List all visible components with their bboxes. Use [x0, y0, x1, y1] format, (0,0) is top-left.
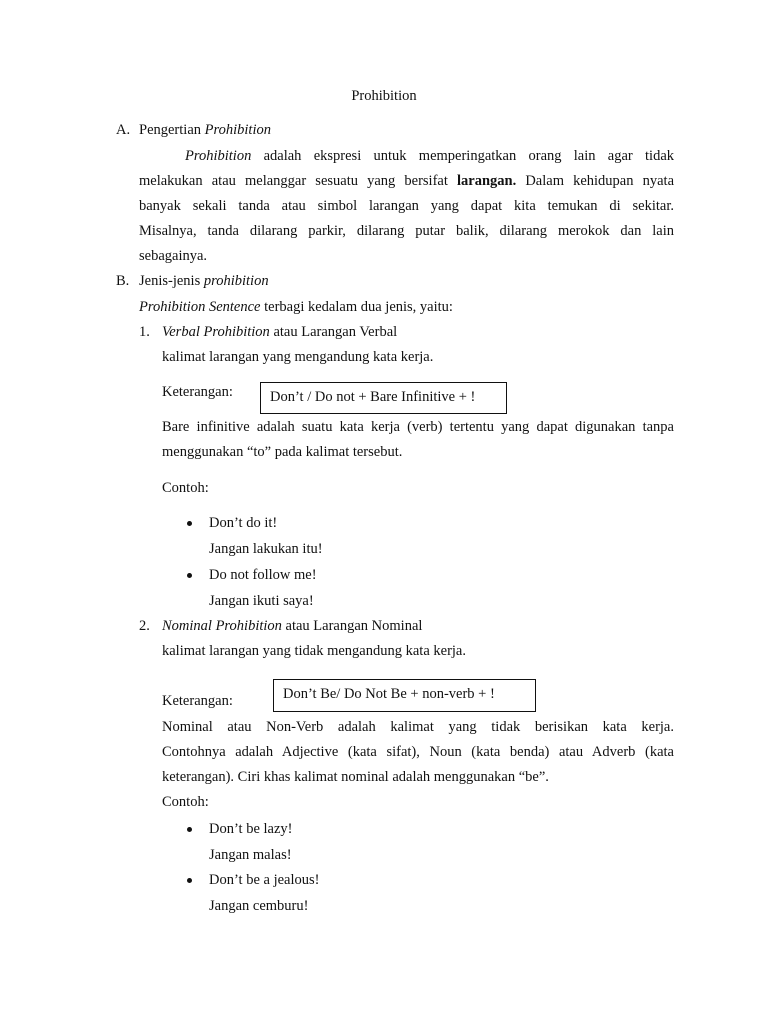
para-line1-italic: Prohibition	[185, 148, 252, 164]
item2-desc: kalimat larangan yang tidak mengandung kata kerja.	[162, 643, 466, 659]
item1-example1-id: Jangan lakukan itu!	[209, 541, 323, 557]
item2-formula: Don’t Be/ Do Not Be + non-verb + !	[283, 686, 495, 702]
item2-example2-id: Jangan cemburu!	[209, 898, 309, 914]
section-a-heading	[139, 120, 271, 140]
section-a-marker: A.	[116, 122, 131, 138]
section-a-heading-plain: Pengertian	[139, 122, 205, 138]
item2-keterangan-label: Keterangan:	[162, 693, 233, 709]
section-b-heading-plain: Jenis-jenis	[139, 273, 204, 289]
item2-formula-box	[273, 679, 536, 712]
bullet-icon	[187, 827, 192, 832]
item2-example1-en: Don’t be lazy!	[209, 821, 293, 837]
item1-expl-line1: Bare infinitive adalah suatu kata kerja (verb) tertentu yang dapat digunakan tanpa	[162, 419, 674, 435]
item2-title-rest: atau Larangan Nominal	[281, 618, 423, 634]
item2-title-italic: Nominal Prohibition	[162, 618, 282, 634]
item1-title	[162, 322, 397, 342]
section-a-para-line5: sebagainya.	[139, 248, 208, 264]
item1-formula-box	[260, 382, 507, 414]
item1-desc: kalimat larangan yang mengandung kata kerja.	[162, 349, 434, 365]
para-line1-rest: adalah ekspresi untuk memperingatkan orang lain agar tidak	[251, 148, 674, 164]
section-b-marker: B.	[116, 273, 130, 289]
item2-expl-line2: Contohnya adalah Adjective (kata sifat), Noun (kata benda) atau Adverb (kata	[162, 744, 674, 760]
item1-expl-line2: menggunakan “to” pada kalimat tersebut.	[162, 444, 403, 460]
para-line2-bold: larangan.	[457, 173, 517, 189]
item1-marker: 1.	[139, 324, 150, 340]
section-b-intro-italic: Prohibition Sentence	[139, 299, 261, 315]
item1-formula: Don’t / Do not + Bare Infinitive + !	[270, 389, 476, 405]
item1-example2-en: Do not follow me!	[209, 567, 317, 583]
section-b-heading	[139, 271, 269, 291]
section-b-intro	[139, 297, 453, 317]
item1-example2-id: Jangan ikuti saya!	[209, 593, 314, 609]
bullet-icon	[187, 573, 192, 578]
item1-title-rest: atau Larangan Verbal	[269, 324, 398, 340]
bullet-icon	[187, 878, 192, 883]
item2-expl-line1: Nominal atau Non-Verb adalah kalimat yang tidak berisikan kata kerja.	[162, 719, 674, 735]
item2-expl-line3: keterangan). Ciri khas kalimat nominal adalah menggunakan “be”.	[162, 769, 549, 785]
item2-example1-id: Jangan malas!	[209, 847, 292, 863]
item2-example2-en: Don’t be a jealous!	[209, 872, 320, 888]
item1-contoh-label: Contoh:	[162, 480, 209, 496]
item1-keterangan-label: Keterangan:	[162, 384, 233, 400]
item1-title-italic: Verbal Prohibition	[162, 324, 270, 340]
item1-example1-en: Don’t do it!	[209, 515, 278, 531]
section-b-heading-italic: prohibition	[203, 273, 269, 289]
para-line2-pre: melakukan atau melanggar sesuatu yang bersifat	[139, 173, 457, 189]
section-a-para-line1	[139, 146, 674, 166]
para-line2-post: Dalam kehidupan nyata	[516, 173, 675, 189]
item2-contoh-label: Contoh:	[162, 794, 209, 810]
section-a-para-line4: Misalnya, tanda dilarang parkir, dilarang putar balik, dilarang merokok dan lain	[139, 223, 674, 239]
section-b-intro-rest: terbagi kedalam dua jenis, yaitu:	[260, 299, 453, 315]
section-a-para-line3: banyak sekali tanda atau simbol larangan yang dapat kita temukan di sekitar.	[139, 198, 674, 214]
bullet-icon	[187, 521, 192, 526]
section-a-heading-italic: Prohibition	[204, 122, 271, 138]
section-a-para-line2	[139, 171, 674, 191]
item2-marker: 2.	[139, 618, 150, 634]
page-title: Prohibition	[351, 88, 417, 104]
item2-title	[162, 616, 422, 636]
